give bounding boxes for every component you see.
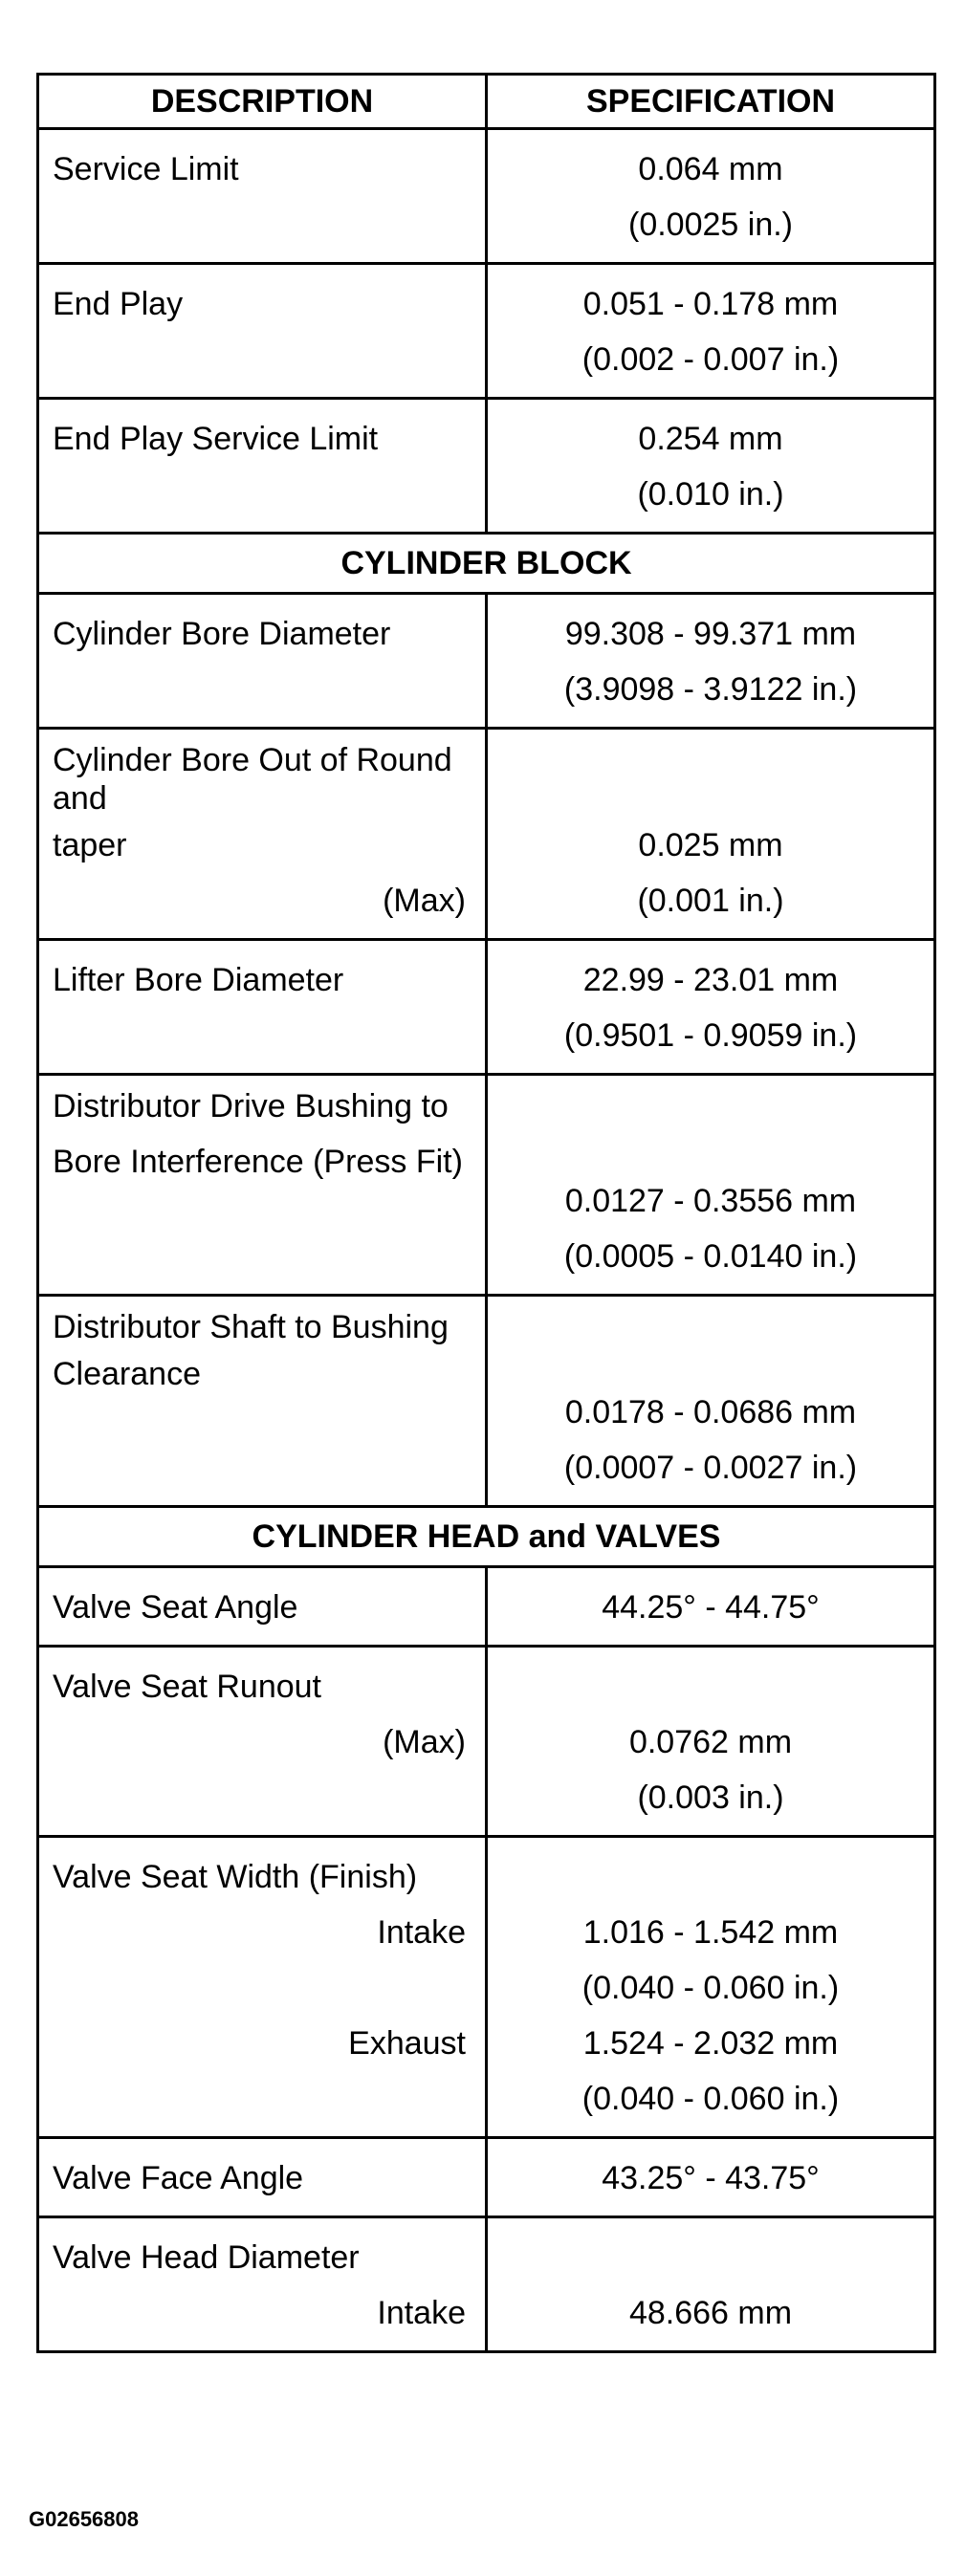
- spec-value: (0.010 in.): [637, 476, 784, 513]
- table-row: [38, 1075, 935, 1296]
- row-specification: [487, 1837, 935, 2138]
- description-text: Service Limit: [53, 151, 239, 187]
- description-text: Valve Head Diameter: [53, 2239, 360, 2276]
- row-specification: [487, 1567, 935, 1647]
- spec-value: (0.040 - 0.060 in.): [581, 1970, 840, 2006]
- row-specification: [487, 264, 935, 399]
- row-description: [38, 940, 487, 1075]
- table-row: [38, 940, 935, 1075]
- spec-value: 0.0762 mm: [628, 1724, 793, 1760]
- table-row: [38, 129, 935, 264]
- description-text: taper: [53, 827, 127, 863]
- spec-value: (0.003 in.): [637, 1779, 784, 1816]
- row-description: [38, 594, 487, 729]
- row-specification: [487, 2138, 935, 2217]
- spec-value: (3.9098 - 3.9122 in.): [563, 671, 858, 708]
- specification-header: SPECIFICATION: [487, 75, 935, 129]
- row-specification: [487, 1296, 935, 1507]
- description-text: End Play Service Limit: [53, 421, 379, 457]
- header-row: [38, 75, 935, 129]
- row-specification: [487, 940, 935, 1075]
- table-row: [38, 1296, 935, 1507]
- row-description: [38, 1837, 487, 2138]
- description-text: Clearance: [53, 1356, 201, 1392]
- section-row-cylinder-block: [38, 534, 935, 594]
- spec-value: 0.064 mm: [638, 151, 783, 187]
- spec-value: (0.0025 in.): [628, 207, 793, 243]
- row-specification: [487, 129, 935, 264]
- table-row: [38, 729, 935, 940]
- description-text: End Play: [53, 286, 184, 322]
- table-row: [38, 1837, 935, 2138]
- section-title: CYLINDER BLOCK: [38, 534, 935, 594]
- description-text: Cylinder Bore Out of Round and: [53, 742, 452, 817]
- description-text: Valve Face Angle: [53, 2160, 304, 2196]
- description-text: Valve Seat Width (Finish): [53, 1859, 418, 1895]
- spec-value: 1.016 - 1.542 mm: [582, 1914, 839, 1951]
- spec-value: 0.025 mm: [638, 827, 783, 863]
- spec-value: 0.254 mm: [638, 421, 783, 457]
- section-title: CYLINDER HEAD and VALVES: [38, 1507, 935, 1567]
- description-text: Distributor Shaft to Bushing: [53, 1309, 449, 1345]
- row-description: [38, 2138, 487, 2217]
- section-row-cylinder-head: [38, 1507, 935, 1567]
- row-description: [38, 1567, 487, 1647]
- specification-table: [36, 73, 936, 2353]
- row-specification: [487, 1647, 935, 1837]
- table-row: [38, 1647, 935, 1837]
- table-row: [38, 2138, 935, 2217]
- row-description: [38, 1647, 487, 1837]
- row-description: [38, 399, 487, 534]
- spec-value: (0.9501 - 0.9059 in.): [563, 1017, 858, 1054]
- spec-value: 0.051 - 0.178 mm: [582, 286, 839, 322]
- table-row: [38, 1567, 935, 1647]
- description-qualifier: Intake: [377, 2295, 466, 2331]
- description-text: Cylinder Bore Diameter: [53, 616, 391, 652]
- description-text: Lifter Bore Diameter: [53, 962, 344, 998]
- description-qualifier: (Max): [383, 1724, 466, 1760]
- row-description: [38, 2217, 487, 2352]
- table-row: [38, 2217, 935, 2352]
- spec-value: (0.0005 - 0.0140 in.): [563, 1238, 858, 1275]
- description-text: Distributor Drive Bushing to: [53, 1088, 449, 1124]
- description-text: Valve Seat Angle: [53, 1589, 298, 1626]
- description-text: Valve Seat Runout: [53, 1669, 321, 1705]
- description-text: Bore Interference (Press Fit): [53, 1144, 463, 1180]
- row-specification: [487, 729, 935, 940]
- description-qualifier: (Max): [383, 883, 466, 919]
- row-specification: [487, 1075, 935, 1296]
- table-row: [38, 399, 935, 534]
- table-row: [38, 264, 935, 399]
- spec-value: 43.25° - 43.75°: [602, 2160, 820, 2196]
- spec-value: 0.0178 - 0.0686 mm: [564, 1394, 857, 1430]
- figure-code: G02656808: [29, 2507, 139, 2531]
- spec-value: 22.99 - 23.01 mm: [582, 962, 839, 998]
- spec-value: 0.0127 - 0.3556 mm: [564, 1183, 857, 1219]
- row-specification: [487, 594, 935, 729]
- spec-value: (0.002 - 0.007 in.): [581, 341, 840, 378]
- spec-value: 44.25° - 44.75°: [602, 1589, 820, 1626]
- row-specification: [487, 399, 935, 534]
- row-description: [38, 729, 487, 940]
- row-description: [38, 1075, 487, 1296]
- table-row: [38, 594, 935, 729]
- spec-value: (0.0007 - 0.0027 in.): [563, 1450, 858, 1486]
- spec-value: 99.308 - 99.371 mm: [564, 616, 857, 652]
- row-specification: [487, 2217, 935, 2352]
- spec-value: 1.524 - 2.032 mm: [582, 2025, 839, 2062]
- spec-value: (0.040 - 0.060 in.): [581, 2081, 840, 2117]
- row-description: [38, 1296, 487, 1507]
- row-description: [38, 264, 487, 399]
- description-qualifier: Exhaust: [348, 2025, 466, 2062]
- description-header: DESCRIPTION: [38, 75, 487, 129]
- spec-value: 48.666 mm: [628, 2295, 793, 2331]
- spec-value: (0.001 in.): [637, 883, 784, 919]
- row-description: [38, 129, 487, 264]
- description-qualifier: Intake: [377, 1914, 466, 1951]
